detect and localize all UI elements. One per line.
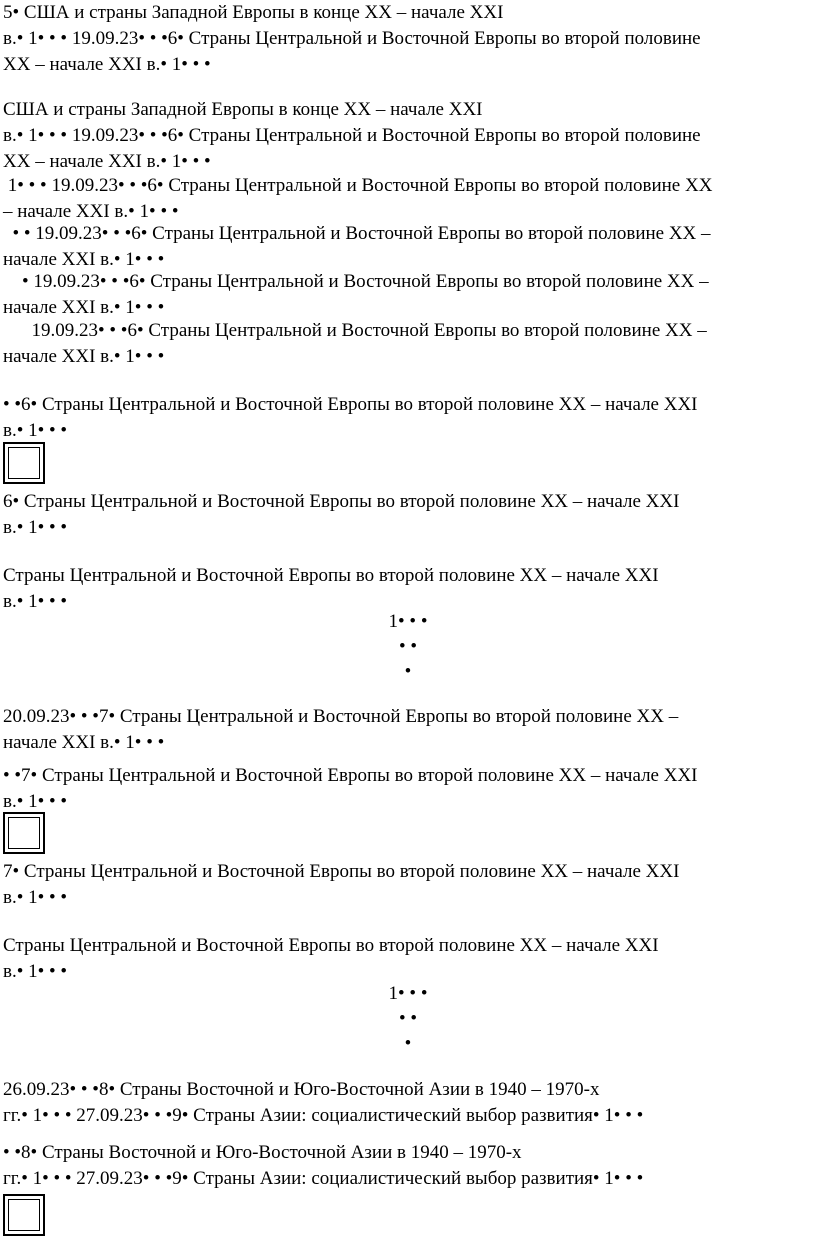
- text-line: в.• 1• • •: [3, 887, 68, 908]
- text-line: в.• 1• • • 19.09.23• • •6• Страны Центральной и Восточной Европы во второй половине: [3, 28, 701, 49]
- text-line: гг.• 1• • • 27.09.23• • •9• Страны Азии: социалистический выбор развития• 1• • •: [3, 1168, 644, 1189]
- text-line: в.• 1• • •: [3, 961, 68, 982]
- text-line: • •7• Страны Центральной и Восточной Европы во второй половине XX – начале XXI: [3, 765, 698, 786]
- text-line: начале XXI в.• 1• • •: [3, 346, 165, 367]
- text-line: в.• 1• • •: [3, 517, 68, 538]
- text-line: – начале XXI в.• 1• • •: [3, 201, 179, 222]
- text-line: XX – начале XXI в.• 1• • •: [3, 151, 211, 172]
- text-line: в.• 1• • • 19.09.23• • •6• Страны Центральной и Восточной Европы во второй половине: [3, 125, 701, 146]
- text-line: 5• США и страны Западной Европы в конце XX – начале XXI: [3, 2, 504, 23]
- text-line: в.• 1• • •: [3, 791, 68, 812]
- text-line: начале XXI в.• 1• • •: [3, 249, 165, 270]
- text-line: 26.09.23• • •8• Страны Восточной и Юго-Восточной Азии в 1940 – 1970-х: [3, 1079, 600, 1100]
- text-line: в.• 1• • •: [3, 591, 68, 612]
- text-line: • •8• Страны Восточной и Юго-Восточной Азии в 1940 – 1970-х: [3, 1142, 522, 1163]
- text-line: 6• Страны Центральной и Восточной Европы во второй половине XX – начале XXI: [3, 491, 680, 512]
- centered-bullets: • •: [398, 636, 418, 657]
- centered-bullets: • •: [398, 1008, 418, 1029]
- text-line: начале XXI в.• 1• • •: [3, 732, 165, 753]
- checkbox-frame: [3, 812, 45, 854]
- centered-bullets: 1• • •: [388, 983, 428, 1004]
- text-line: Страны Центральной и Восточной Европы во второй половине XX – начале XXI: [3, 565, 659, 586]
- text-line: • • 19.09.23• • •6• Страны Центральной и Восточной Европы во второй половине XX –: [3, 223, 711, 244]
- text-line: 19.09.23• • •6• Страны Центральной и Восточной Европы во второй половине XX –: [3, 320, 707, 341]
- text-line: США и страны Западной Европы в конце XX – начале XXI: [3, 99, 483, 120]
- text-line: 7• Страны Центральной и Восточной Европы во второй половине XX – начале XXI: [3, 861, 680, 882]
- text-line: 1• • • 19.09.23• • •6• Страны Центральной и Восточной Европы во второй половине XX: [3, 175, 713, 196]
- checkbox-frame: [3, 442, 45, 484]
- text-line: гг.• 1• • • 27.09.23• • •9• Страны Азии: социалистический выбор развития• 1• • •: [3, 1105, 644, 1126]
- text-line: • 19.09.23• • •6• Страны Центральной и Восточной Европы во второй половине XX –: [3, 271, 709, 292]
- centered-bullets: •: [404, 661, 412, 682]
- checkbox-frame: [3, 1194, 45, 1236]
- text-line: Страны Центральной и Восточной Европы во второй половине XX – начале XXI: [3, 935, 659, 956]
- text-line: • •6• Страны Центральной и Восточной Европы во второй половине XX – начале XXI: [3, 394, 698, 415]
- text-line: 20.09.23• • •7• Страны Центральной и Восточной Европы во второй половине XX –: [3, 706, 679, 727]
- centered-bullets: •: [404, 1033, 412, 1054]
- text-line: в.• 1• • •: [3, 420, 68, 441]
- text-line: начале XXI в.• 1• • •: [3, 297, 165, 318]
- text-line: XX – начале XXI в.• 1• • •: [3, 54, 211, 75]
- centered-bullets: 1• • •: [388, 611, 428, 632]
